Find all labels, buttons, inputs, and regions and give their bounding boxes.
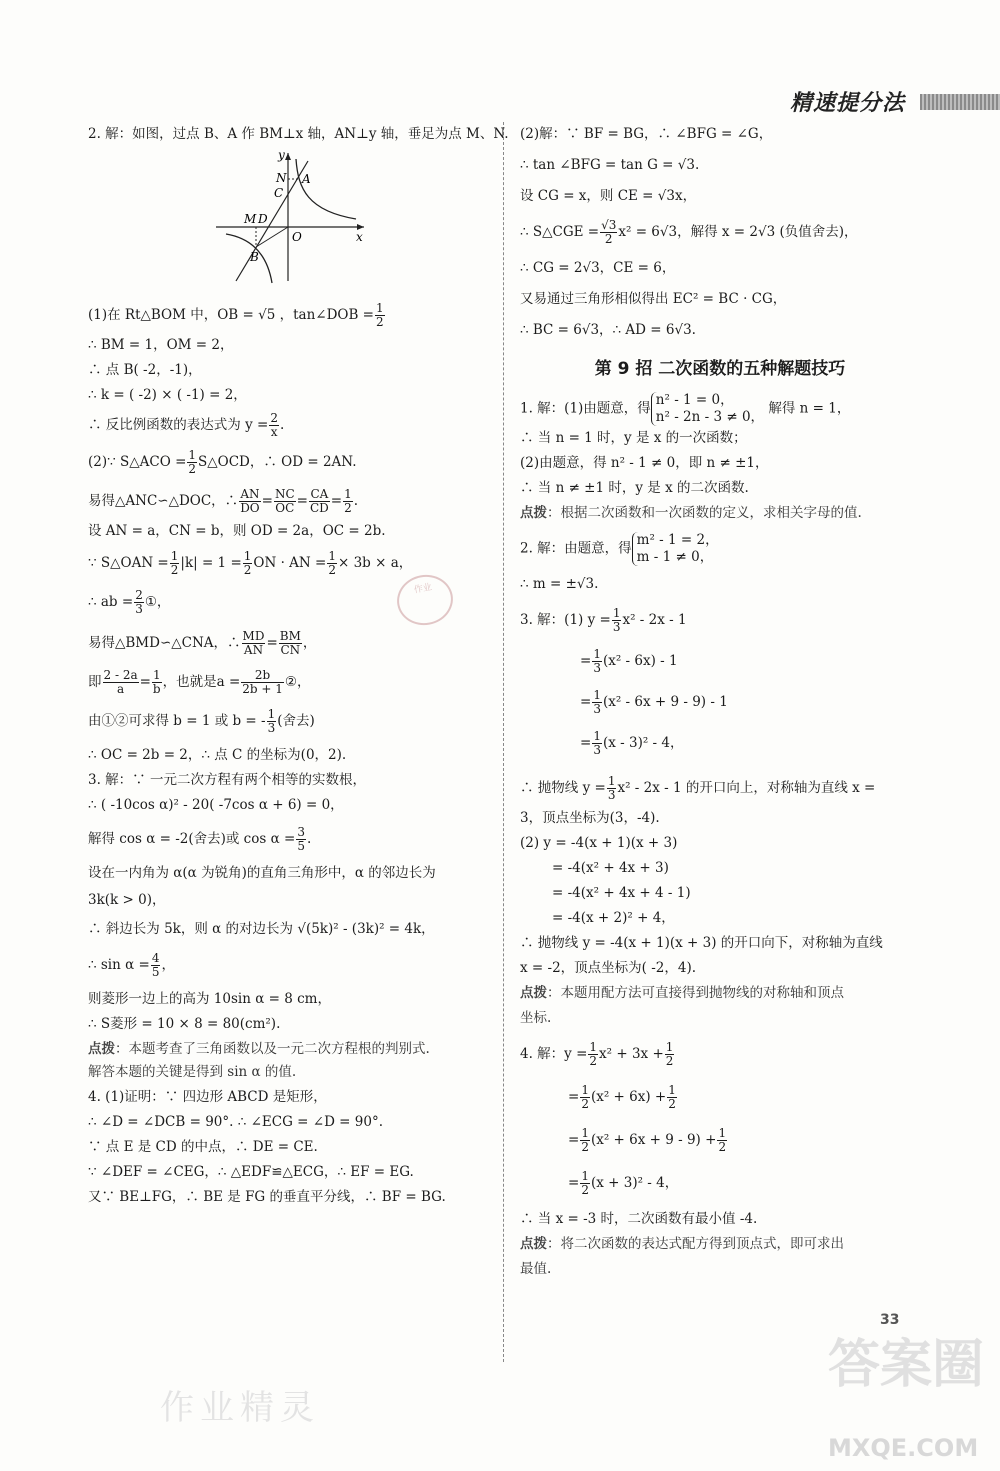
q3-line-3: = $\frac{1}{3}$ (x² - 6x + 9 - 9) - 1 <box>580 688 728 716</box>
q3-tip: 点拨：本题用配方法可直接得到抛物线的对称轴和顶点 <box>520 985 844 1001</box>
r-line-5: ∴ CG = 2√3，CE = 6， <box>520 260 676 276</box>
q1-line-2: ∴ 当 n = 1 时，y 是 x 的一次函数； <box>520 430 747 446</box>
label-b: B <box>250 250 259 264</box>
q4-tip-2: 最值. <box>520 1261 552 1277</box>
step-bm: ∴ BM = 1，OM = 2， <box>88 337 234 353</box>
watermark-left: 作业精灵 <box>160 1388 320 1428</box>
problem-3-tip: 点拨：本题考查了三角函数以及一元二次方程根的判别式. <box>88 1041 430 1057</box>
problem-3-line-2: ∴ ( -10cos α)² - 20( -7cos α + 6) = 0， <box>88 797 344 813</box>
q4-line-5: ∴ 当 x = -3 时，二次函数有最小值 -4. <box>520 1211 758 1227</box>
q3-line-1: 3. 解：(1) y = $\frac{1}{3}$ x² - 2x - 1 <box>520 606 687 634</box>
step-1a <box>88 302 488 329</box>
r-line-6: 又易通过三角形相似得出 EC² = BC · CG， <box>520 291 787 307</box>
q4-line-3: = $\frac{1}{2}$ (x² + 6x + 9 - 9) + $\frac{1}{2}$ <box>568 1126 727 1154</box>
q2-line-1: 2. 解：由题意，得 m² - 1 = 2， m - 1 ≠ 0， <box>520 532 719 565</box>
q3-line-5: ∴ 抛物线 y = $\frac{1}{3}$ x² - 2x - 1 的开口向上，对称轴为直线 x = <box>520 774 876 802</box>
label-m: M <box>244 212 257 226</box>
problem-3-line-3: 解得 cos α = -2(舍去)或 cos α = $\frac{3}{5}$ . <box>88 825 312 853</box>
q3-line-8: = -4(x² + 4x + 3) <box>552 860 669 876</box>
r-line-3: 设 CG = x，则 CE = √3x， <box>520 188 697 204</box>
page-number: 33 <box>880 1312 900 1328</box>
q3-line-9: = -4(x² + 4x + 4 - 1) <box>552 885 691 901</box>
y-axis-arrow <box>285 153 291 160</box>
label-d: D <box>258 212 268 226</box>
text: (1)在 Rt△BOM 中，OB = √5 ，tan∠DOB = <box>88 307 374 323</box>
column-divider <box>503 122 504 1362</box>
label-y: y <box>278 149 285 162</box>
q1-line-3: (2)由题意，得 n² - 1 ≠ 0，即 n ≠ ±1， <box>520 455 769 471</box>
step-ab: ∴ ab = $\frac{2}{3}$ ①， <box>88 588 171 616</box>
hyperbola-figure <box>216 149 488 294</box>
problem-3-line-4: 设在一内角为 α(α 为锐角)的直角三角形中，α 的邻边长为 <box>88 865 436 881</box>
watermark-right: 答案圈 <box>828 1335 985 1395</box>
problem-2-intro: 2. 解：如图，过点 B、A 作 BM⊥x 轴，AN⊥y 轴，垂足为点 M、N. <box>88 126 509 142</box>
right-column <box>520 126 920 1278</box>
problem-3-line-8: 则菱形一边上的高为 10sin α = 8 cm， <box>88 991 331 1007</box>
q3-line-11: ∴ 抛物线 y = -4(x + 1)(x + 3) 的开口向下，对称轴为直线 <box>520 935 883 951</box>
hyperbola-branch-1 <box>296 159 356 219</box>
q1-tip: 点拨：根据二次函数和一次函数的定义，求相关字母的值. <box>520 505 862 521</box>
q1-line-1: 1. 解：(1)由题意，得 n² - 1 = 0， n² - 2n - 3 ≠ 0， 解得 n = 1， <box>520 392 851 425</box>
r-line-7: ∴ BC = 6√3，∴ AD = 6√3. <box>520 322 696 338</box>
q3-line-7: (2) y = -4(x + 1)(x + 3) <box>520 835 678 851</box>
step-area: ∵ S△OAN = $\frac{1}{2}$ |k| = 1 = $\frac{1}{2}$ ON · AN = $\frac{1}{2}$ × 3b × a， <box>88 549 413 577</box>
problem-4-line-5: 又∵ BE⊥FG，∴ BE 是 FG 的垂直平分线，∴ BF = BG. <box>88 1189 446 1205</box>
q4-tip: 点拨：将二次函数的表达式配方得到顶点式，即可求出 <box>520 1236 844 1252</box>
step-point-b: ∴ 点 B( -2，-1)， <box>88 362 202 378</box>
coordinate-graph <box>216 149 366 289</box>
q3-line-12: x = -2，顶点坐标为( -2，4). <box>520 960 697 976</box>
problem-3-tip-2: 解答本题的关键是得到 sin α 的值. <box>88 1064 297 1080</box>
problem-4-line-3: ∵ 点 E 是 CD 的中点，∴ DE = CE. <box>88 1139 318 1155</box>
r-line-2: ∴ tan ∠BFG = tan G = √3. <box>520 157 700 173</box>
label-c: C <box>274 186 284 200</box>
q3-line-4: = $\frac{1}{3}$ (x - 3)² - 4， <box>580 729 684 757</box>
q4-line-2: = $\frac{1}{2}$ (x² + 6x) + $\frac{1}{2}$ <box>568 1083 676 1111</box>
label-n: N <box>276 171 287 185</box>
left-column <box>88 126 509 1206</box>
step-similar-1: 易得△ANC∽△DOC，∴ $\frac{AN}{DO}$ = $\frac{NC}{OC}$ = $\frac{CA}{CD}$ = $\frac{1}{2}$ . <box>88 487 359 515</box>
problem-3-line-5: 3k(k > 0)， <box>88 892 166 908</box>
r-line-4: ∴ S△CGE = $\frac{√3}{2}$ x² = 6√3，解得 x = 2√3 (负值舍去)， <box>520 218 858 246</box>
stamp-watermark: 作业 <box>393 571 457 630</box>
label-o: O <box>292 230 302 244</box>
q4-line-4: = $\frac{1}{2}$ (x + 3)² - 4， <box>568 1169 679 1197</box>
q1-line-4: ∴ 当 n ≠ ±1 时，y 是 x 的二次函数. <box>520 480 749 496</box>
label-x: x <box>356 230 363 244</box>
r-line-1: (2)解：∵ BF = BG，∴ ∠BFG = ∠G， <box>520 126 773 142</box>
problem-4-line-4: ∵ ∠DEF = ∠CEG，∴ △EDF≌△ECG，∴ EF = EG. <box>88 1164 414 1180</box>
problem-4-line-1: 4. (1)证明：∵ 四边形 ABCD 是矩形， <box>88 1089 327 1105</box>
step-2: (2)∵ S△ACO = $\frac{1}{2}$ S△OCD，∴ OD = 2AN. <box>88 448 357 476</box>
problem-3-line-1: 3. 解：∵ 一元二次方程有两个相等的实数根， <box>88 772 366 788</box>
step-solve-b: 由①②可求得 b = 1 或 b = - $\frac{1}{3}$ (舍去) <box>88 707 315 735</box>
problem-3-line-9: ∴ S菱形 = 10 × 8 = 80(cm²). <box>88 1016 281 1032</box>
q3-line-6: 3，顶点坐标为(3，-4). <box>520 810 660 826</box>
segment-ob <box>256 227 288 247</box>
header-decor-bar <box>920 94 1000 110</box>
step-expression: ∴ 反比例函数的表达式为 y = $\frac{2}{x}$ . <box>88 411 285 439</box>
q2-line-2: ∴ m = ±√3. <box>520 576 599 592</box>
q4-line-1: 4. 解：y = $\frac{1}{2}$ x² + 3x + $\frac{1}{2}$ <box>520 1040 674 1068</box>
q3-line-10: = -4(x + 2)² + 4， <box>552 910 675 926</box>
q3-tip-2: 坐标. <box>520 1010 552 1026</box>
problem-4-line-2: ∴ ∠D = ∠DCB = 90°. ∴ ∠ECG = ∠D = 90°. <box>88 1114 384 1130</box>
step-similar-2: 易得△BMD∽△CNA，∴ $\frac{MD}{AN}$ = $\frac{BM}{CN}$ ， <box>88 629 317 657</box>
step-k: ∴ k = ( -2) × ( -1) = 2， <box>88 387 247 403</box>
label-a: A <box>302 172 311 186</box>
problem-3-line-6: ∴ 斜边长为 5k，则 α 的对边长为 √(5k)² - (3k)² = 4k， <box>88 921 435 937</box>
step-ratio: 即 $\frac{2 - 2a}{a}$ = $\frac{1}{b}$ ，也就是a = $\frac{2b}{2b + 1}$ ②， <box>88 668 311 696</box>
problem-3-line-7: ∴ sin α = $\frac{4}{5}$ ， <box>88 951 175 979</box>
q3-line-2: = $\frac{1}{3}$ (x² - 6x) - 1 <box>580 647 678 675</box>
step-point-c: ∴ OC = 2b = 2，∴ 点 C 的坐标为(0，2). <box>88 747 347 763</box>
section-title: 第 9 招 二次函数的五种解题技巧 <box>594 359 846 379</box>
step-set: 设 AN = a，CN = b，则 OD = 2a，OC = 2b. <box>88 523 386 539</box>
fraction: $\frac{1}{2}$ <box>376 301 384 329</box>
brand-logo: 精速提分法 <box>790 91 906 116</box>
watermark-url: MXQE.COM <box>828 1434 979 1462</box>
